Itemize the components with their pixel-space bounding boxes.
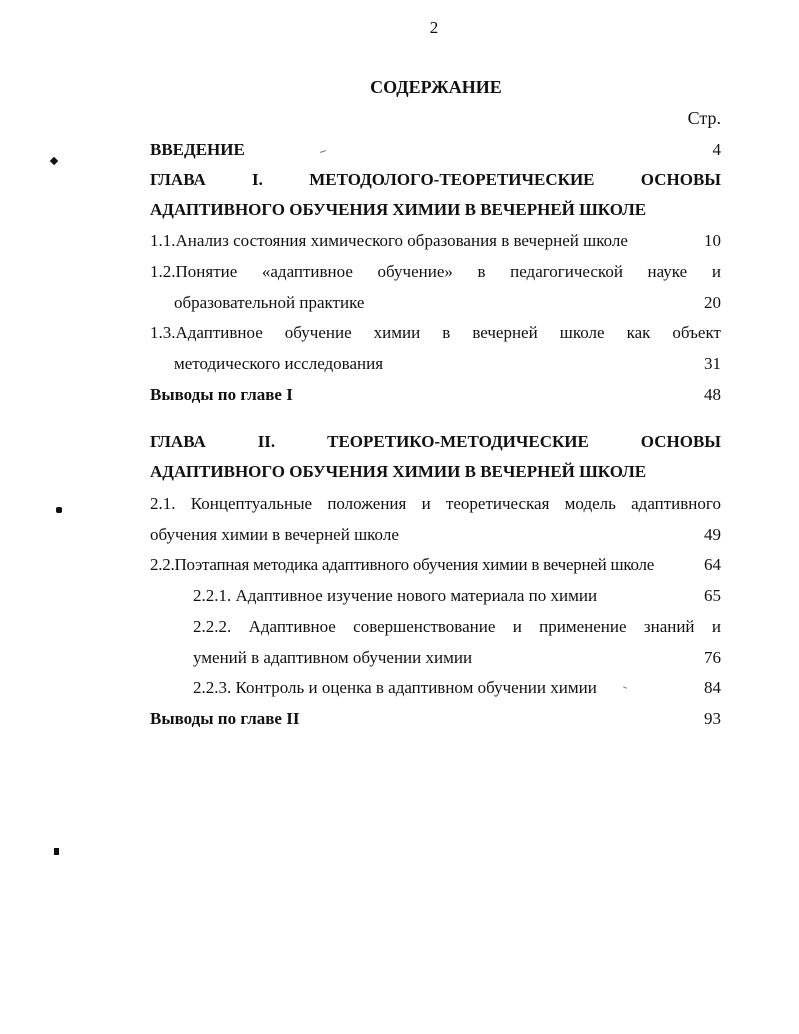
chapter-1-heading-line1 — [150, 170, 721, 190]
toc-entry-2-2 — [150, 555, 721, 575]
toc-entry-1-3-line2 — [174, 354, 721, 374]
toc-entry-1-2-line1 — [150, 262, 721, 282]
chapter-1-title: АДАПТИВНОГО ОБУЧЕНИЯ ХИМИИ В ВЕЧЕРНЕЙ ШКОЛЕ — [150, 200, 647, 219]
word: вечерней — [472, 323, 538, 342]
word: ГЛАВА — [150, 170, 206, 189]
word: и — [421, 494, 431, 513]
toc-entry-1-3-line1 — [150, 323, 721, 343]
word: как — [626, 323, 651, 342]
toc-entry-page: 10 — [704, 231, 721, 250]
toc-entry-page: 20 — [704, 293, 721, 312]
toc-entry-label: 1.1.Анализ состояния химического образования в вечерней школе — [150, 231, 628, 250]
word: и — [711, 617, 721, 636]
word: Концептуальные — [190, 494, 313, 513]
word: адаптивного — [631, 494, 721, 513]
word: 2.1. — [150, 494, 176, 513]
toc-entry-1-2-line2 — [174, 293, 721, 313]
word: обучение — [284, 323, 352, 342]
toc-entry-conclusions-1 — [150, 385, 721, 405]
toc-entry-page: 93 — [704, 709, 721, 728]
toc-entry-label: Выводы по главе I — [150, 385, 293, 404]
word: МЕТОДОЛОГО-ТЕОРЕТИЧЕСКИЕ — [309, 170, 595, 189]
word: применение — [539, 617, 627, 636]
toc-entry-label: 2.2.3. Контроль и оценка в адаптивном обучении химии — [193, 678, 597, 697]
page-number: 2 — [429, 18, 439, 37]
word: ТЕОРЕТИКО-МЕТОДИЧЕСКИЕ — [327, 432, 589, 451]
toc-entry-label: 2.2.Поэтапная методика адаптивного обучения химии в вечерней школе — [150, 555, 655, 574]
word: и — [711, 262, 721, 281]
toc-entry-label: образовательной практике — [174, 293, 365, 312]
word: II. — [257, 432, 276, 451]
word: знаний — [643, 617, 695, 636]
toc-entry-page: 64 — [704, 555, 721, 574]
word: педагогической — [510, 262, 623, 281]
toc-entry-2-2-3 — [193, 678, 721, 698]
word: объект — [672, 323, 721, 342]
word: химии — [373, 323, 421, 342]
page-column-label: Стр. — [687, 108, 721, 128]
word: положения — [327, 494, 407, 513]
toc-entry-label: Выводы по главе II — [150, 709, 300, 728]
word: совершенствование — [353, 617, 496, 636]
scan-mark — [56, 507, 62, 513]
word: и — [512, 617, 522, 636]
word: науке — [647, 262, 688, 281]
toc-entry-page: 76 — [704, 648, 721, 667]
word: 2.2.2. — [193, 617, 232, 636]
word: 1.2.Понятие — [150, 262, 238, 281]
toc-entry-2-1-line2 — [150, 525, 721, 545]
word: школе — [559, 323, 605, 342]
toc-entry-label: ВВЕДЕНИЕ — [150, 140, 245, 159]
toc-entry-1-1 — [150, 231, 721, 251]
toc-entry-label: умений в адаптивном обучении химии — [193, 648, 473, 667]
toc-entry-label: методического исследования — [174, 354, 384, 373]
scan-mark — [54, 848, 59, 855]
toc-entry-2-2-2-line1 — [193, 617, 721, 637]
toc-entry-label: обучения химии в вечерней школе — [150, 525, 399, 544]
toc-entry-2-2-2-line2 — [193, 648, 721, 668]
chapter-2-title: АДАПТИВНОГО ОБУЧЕНИЯ ХИМИИ В ВЕЧЕРНЕЙ ШКОЛЕ — [150, 462, 647, 481]
word: ОСНОВЫ — [640, 170, 721, 189]
toc-entry-intro — [150, 140, 721, 160]
chapter-1-heading-line2 — [150, 200, 721, 220]
word: Адаптивное — [248, 617, 336, 636]
word: модель — [564, 494, 616, 513]
scan-mark — [50, 157, 58, 165]
word: ОСНОВЫ — [640, 432, 721, 451]
word: «адаптивное — [261, 262, 353, 281]
toc-entry-page: 84 — [704, 678, 721, 697]
word: теоретическая — [445, 494, 550, 513]
toc-entry-page: 49 — [704, 525, 721, 544]
word: в — [477, 262, 486, 281]
chapter-2-heading-line1 — [150, 432, 721, 452]
word: ГЛАВА — [150, 432, 206, 451]
word: в — [442, 323, 451, 342]
toc-entry-page: 48 — [704, 385, 721, 404]
word: 1.3.Адаптивное — [150, 323, 263, 342]
toc-entry-2-2-1 — [193, 586, 721, 606]
toc-entry-conclusions-2 — [150, 709, 721, 729]
toc-entry-page: 4 — [712, 140, 721, 159]
word: I. — [252, 170, 263, 189]
toc-entry-2-1-line1 — [150, 494, 721, 514]
word: обучение» — [377, 262, 453, 281]
toc-entry-page: 65 — [704, 586, 721, 605]
chapter-2-heading-line2 — [150, 462, 721, 482]
toc-entry-label: 2.2.1. Адаптивное изучение нового материала по химии — [193, 586, 598, 605]
toc-entry-page: 31 — [704, 354, 721, 373]
toc-title: СОДЕРЖАНИЕ — [370, 77, 502, 97]
